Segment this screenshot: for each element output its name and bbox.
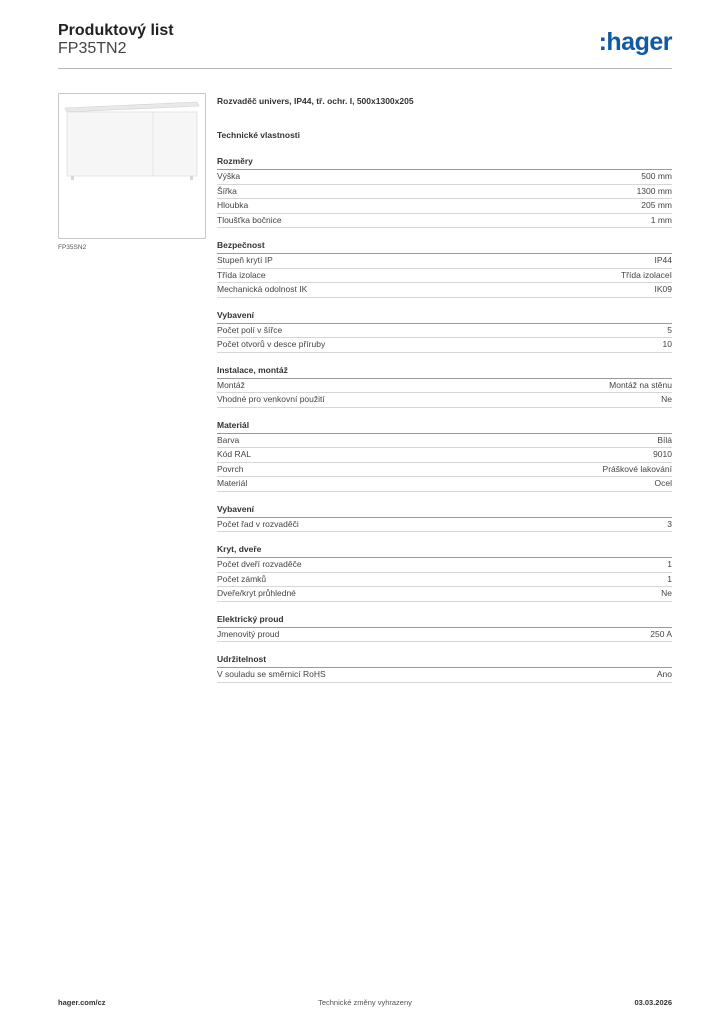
spec-label: Počet polí v šířce bbox=[217, 324, 283, 335]
spec-label: Šířka bbox=[217, 185, 237, 196]
spec-row bbox=[217, 448, 672, 463]
spec-row bbox=[217, 269, 672, 284]
spec-group-title: Vybavení bbox=[217, 310, 672, 324]
spec-value: 250 A bbox=[650, 628, 672, 639]
spec-label: Třída izolace bbox=[217, 269, 266, 280]
spec-label: V souladu se směrnicí RoHS bbox=[217, 669, 326, 679]
spec-group-title: Materiál bbox=[217, 420, 672, 434]
spec-group bbox=[217, 614, 672, 643]
spec-row bbox=[217, 573, 672, 588]
header-divider bbox=[58, 68, 672, 69]
spec-label: Materiál bbox=[217, 478, 248, 488]
spec-group-title: Vybavení bbox=[217, 504, 672, 518]
spec-group bbox=[217, 504, 672, 533]
spec-value: 1300 mm bbox=[636, 185, 672, 196]
spec-row bbox=[217, 199, 672, 214]
spec-value: IK09 bbox=[654, 284, 672, 294]
spec-value: Ne bbox=[661, 394, 672, 404]
spec-row bbox=[217, 477, 672, 492]
spec-label: Počet zámků bbox=[217, 573, 267, 584]
spec-row bbox=[217, 393, 672, 408]
footer-website: hager.com/cz bbox=[58, 998, 106, 1007]
hager-logo bbox=[599, 28, 672, 57]
spec-group bbox=[217, 544, 672, 602]
spec-row bbox=[217, 558, 672, 573]
spec-group-title: Instalace, montáž bbox=[217, 365, 672, 379]
spec-label: Vhodné pro venkovní použití bbox=[217, 394, 325, 404]
logo-prefix: : bbox=[598, 28, 607, 56]
spec-row bbox=[217, 324, 672, 339]
spec-row bbox=[217, 587, 672, 602]
spec-row bbox=[217, 170, 672, 185]
spec-value: 3 bbox=[667, 518, 672, 529]
spec-label: Montáž bbox=[217, 379, 245, 390]
spec-row bbox=[217, 283, 672, 298]
spec-value: Bílá bbox=[657, 434, 672, 445]
spec-group-title: Elektrický proud bbox=[217, 614, 672, 628]
spec-row bbox=[217, 434, 672, 449]
spec-value: 1 bbox=[667, 573, 672, 584]
footer-notice: Technické změny vyhrazeny bbox=[318, 998, 412, 1007]
spec-group-title: Bezpečnost bbox=[217, 240, 672, 254]
product-name: Rozvaděč univers, IP44, tř. ochr. I, 500x1300x205 bbox=[217, 96, 414, 106]
spec-value: Ne bbox=[661, 588, 672, 598]
spec-value: 9010 bbox=[653, 449, 672, 459]
spec-row bbox=[217, 668, 672, 683]
product-image bbox=[58, 93, 206, 239]
spec-row bbox=[217, 214, 672, 229]
spec-value: Ano bbox=[656, 669, 672, 679]
spec-value: 5 bbox=[667, 324, 672, 335]
page-header bbox=[58, 20, 672, 70]
spec-groups bbox=[217, 156, 672, 683]
spec-label: Dveře/kryt průhledné bbox=[217, 588, 296, 598]
specifications bbox=[217, 96, 672, 683]
logo-text: hager bbox=[606, 28, 672, 56]
spec-group-title: Udržitelnost bbox=[217, 654, 672, 668]
spec-value: 10 bbox=[662, 339, 672, 349]
spec-value: Ocel bbox=[654, 478, 672, 488]
spec-label: Počet dveří rozvaděče bbox=[217, 559, 302, 569]
spec-label: Tloušťka bočnice bbox=[217, 214, 282, 225]
spec-label: Kód RAL bbox=[217, 449, 252, 459]
spec-label: Mechanická odolnost IK bbox=[217, 284, 308, 294]
spec-row bbox=[217, 518, 672, 533]
spec-value: IP44 bbox=[654, 255, 672, 265]
spec-group bbox=[217, 654, 672, 683]
page-title: Produktový list bbox=[58, 22, 174, 39]
spec-row bbox=[217, 628, 672, 643]
spec-row bbox=[217, 254, 672, 269]
spec-value: 1 bbox=[667, 559, 672, 569]
footer-date: 03.03.2026 bbox=[634, 998, 672, 1007]
spec-group-title: Rozměry bbox=[217, 156, 672, 170]
spec-label: Počet otvorů v desce příruby bbox=[217, 339, 326, 349]
spec-value: 1 mm bbox=[650, 214, 672, 225]
spec-row bbox=[217, 379, 672, 394]
spec-value: Montáž na stěnu bbox=[609, 379, 672, 390]
spec-group-title: Kryt, dveře bbox=[217, 544, 672, 558]
spec-label: Výška bbox=[217, 171, 241, 181]
spec-label: Hloubka bbox=[217, 200, 249, 210]
spec-row bbox=[217, 463, 672, 478]
spec-row bbox=[217, 185, 672, 200]
spec-value: 500 mm bbox=[641, 171, 672, 181]
spec-label: Počet řad v rozvaděči bbox=[217, 518, 299, 529]
cabinet-illustration bbox=[61, 96, 203, 236]
spec-group bbox=[217, 156, 672, 228]
spec-group bbox=[217, 240, 672, 298]
spec-label: Barva bbox=[217, 434, 240, 445]
spec-value: Práškové lakování bbox=[602, 463, 672, 474]
spec-row bbox=[217, 338, 672, 353]
product-code: FP35TN2 bbox=[58, 40, 127, 57]
spec-label: Jmenovitý proud bbox=[217, 628, 280, 639]
spec-label: Povrch bbox=[217, 463, 244, 474]
specs-heading: Technické vlastnosti bbox=[217, 130, 300, 140]
image-caption: FP35SN2 bbox=[58, 244, 87, 251]
spec-value: Třída izolaceI bbox=[620, 269, 672, 280]
spec-group bbox=[217, 365, 672, 408]
spec-group bbox=[217, 420, 672, 492]
spec-label: Stupeň krytí IP bbox=[217, 255, 273, 265]
spec-group bbox=[217, 310, 672, 353]
spec-value: 205 mm bbox=[641, 200, 672, 210]
